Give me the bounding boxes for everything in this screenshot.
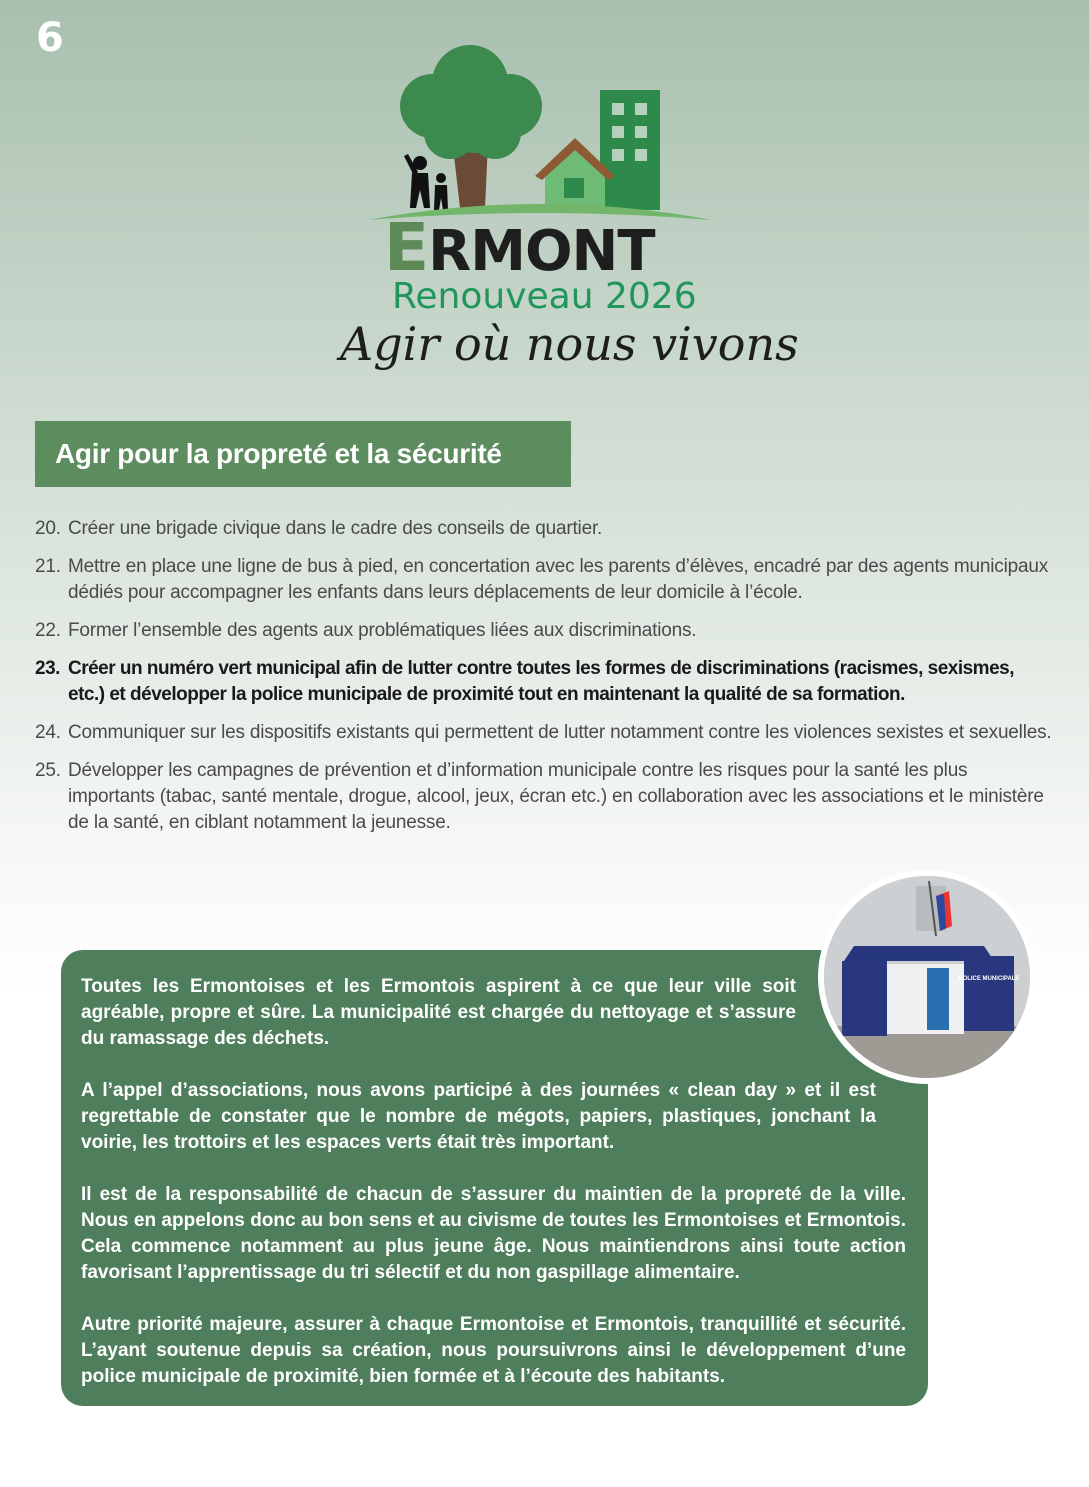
box-paragraph: Il est de la responsabilité de chacun de s’assurer du maintien de la propreté de la ville. Nous en appelons donc au bon sens et au civisme de toutes les Ermontoises et Ermontois. Cela commence notamment au plus jeune âge. Nous maintiendrons ainsi toute action favorisant l’apprentissage du tri sélectif et du non gaspillage alimentaire. — [81, 1184, 906, 1283]
list-item: 21. Mettre en place une ligne de bus à pied, en concertation avec les parents d’élèves, encadré par des agents municipaux dédiés pour accompagner les enfants dans leurs déplacements de leur domicile à l’école. — [35, 556, 1049, 603]
list-item-highlighted: 23. Créer un numéro vert municipal afin de lutter contre toutes les formes de discriminations (racismes, sexismes, etc.) et développer la police municipale de proximité tout en maintenant la qualité de sa formation. — [35, 658, 1014, 705]
list-item: 25. Développer les campagnes de prévention et d’information municipale contre les risques pour la santé les plus importants (tabac, santé mentale, drogue, alcool, jeux, écran etc.) en collaboration avec les associations et le ministère de la santé, en ciblant notamment la jeunesse. — [35, 760, 1044, 833]
building-icon — [600, 90, 660, 210]
section-title: Agir pour la propreté et la sécurité — [35, 421, 571, 487]
box-paragraph: Toutes les Ermontoises et les Ermontois aspirent à ce que leur ville soit agréable, propre et sûre. La municipalité est chargée du nettoyage et s’assure du ramassage des déchets. — [81, 976, 796, 1049]
proposals-list — [35, 516, 1055, 848]
police-station-photo — [818, 870, 1036, 1084]
list-item: 22. Former l’ensemble des agents aux problématiques liées aux discriminations. — [35, 620, 697, 641]
page-number: 6 — [36, 15, 64, 61]
box-paragraph: Autre priorité majeure, assurer à chaque Ermontoise et Ermontois, tranquillité et sécurité. L’ayant soutenue depuis sa création, nous poursuivrons ainsi le développement d’une police municipale de proximité, bien formée et à l’écoute des habitants. — [81, 1314, 906, 1387]
police-sign: POLICE MUNICIPALE — [958, 976, 1020, 982]
logo-subtitle: Renouveau 2026 — [392, 276, 697, 317]
logo-slogan: Agir où nous vivons — [340, 317, 799, 371]
info-box — [61, 950, 928, 1406]
logo-wordmark: ERMONT — [384, 209, 655, 286]
box-paragraph: A l’appel d’associations, nous avons participé à des journées « clean day » et il est regrettable de constater que le nombre de mégots, papiers, plastiques, jonchant la voirie, les trottoirs et les espaces verts était très important. — [81, 1080, 876, 1153]
list-item: 24. Communiquer sur les dispositifs existants qui permettent de lutter notamment contre les violences sexistes et sexuelles. — [35, 722, 1052, 743]
list-item: 20. Créer une brigade civique dans le cadre des conseils de quartier. — [35, 518, 603, 539]
family-icon — [404, 154, 448, 210]
